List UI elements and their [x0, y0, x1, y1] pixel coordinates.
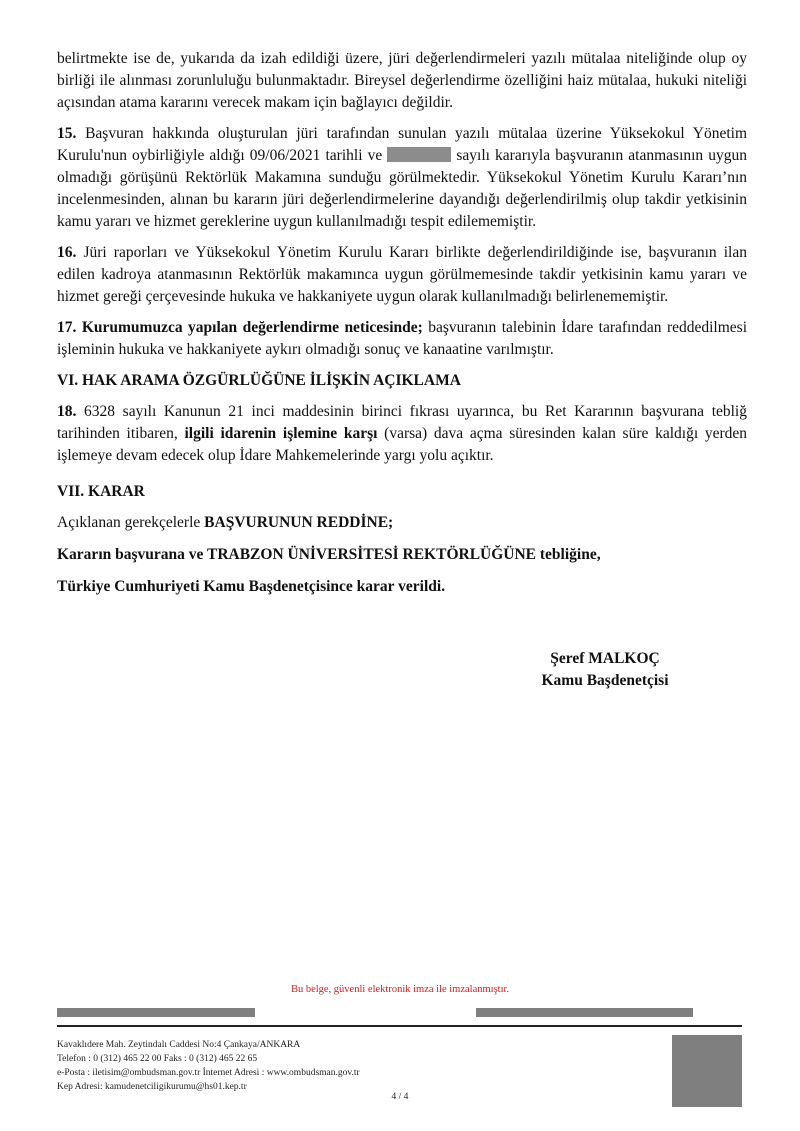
paragraph-17-bold: Kurumumuzca yapılan değerlendirme neticesinde; [81, 319, 423, 336]
document-body [57, 48, 747, 608]
paragraph-15 [57, 123, 747, 233]
decision-section [57, 481, 747, 598]
footer-address: Kavaklıdere Mah. Zeytindalı Caddesi No:4 Çankaya/ANKARA [57, 1040, 301, 1050]
signature-block [470, 648, 740, 692]
paragraph-18-bold: ilgili idarenin işlemine karşı [184, 425, 378, 442]
decision-line-1 [57, 512, 747, 534]
decision-line-1-bold: BAŞVURUNUN REDDİNE; [204, 514, 394, 531]
paragraph-17-number: 17. [57, 319, 77, 336]
redacted-decision-number [387, 147, 451, 162]
paragraph-15-text-after: sayılı kararıyla başvuranın atanmasının uygun olmadığı görüşünü Rektörlük Makamına sunduğu görülmektedir. Yüksekokul Yönetim Kurulu Kararı’nın incelenmesinden, alınan bu kararın jüri değerlendirmelerine dayandığı değerlendirilmiş olup takdir yetkisinin kamu yararı ve hizmet gereklerine uygun kullanılmadığı tespit edilememiştir. [57, 147, 748, 230]
paragraph-16-text: Jüri raporları ve Yüksekokul Yönetim Kurulu Kararı birlikte değerlendirildiğinde ise, başvuranın ilan edilen kadroya atanmasının Rektörlük makamınca uygun görülmemesinde takdir yetkisinin kamu yararı ve hizmet gereği çerçevesinde hukuka ve hakkaniyete uygun olarak kullanılmadığı belirlenememiştir. [57, 244, 747, 305]
paragraph-15-number: 15. [57, 125, 77, 142]
paragraph-15-text-before: Başvuran hakkında oluşturulan jüri tarafından sunulan yazılı mütalaa üzerine Yüksekokul Yönetim Kurulu'nun oybirliğiyle aldığı 09/06/2021 tarihli ve [57, 125, 748, 164]
section-heading-vii: VII. KARAR [57, 483, 145, 500]
footer-phone: Telefon : 0 (312) 465 22 00 Faks : 0 (312) 465 22 65 [57, 1054, 258, 1064]
redaction-bar-left [57, 1008, 255, 1017]
footer-kep: Kep Adresi: kamudenetciligikurumu@hs01.kep.tr [57, 1082, 247, 1092]
paragraph-16 [57, 242, 747, 308]
section-heading-vi: VI. HAK ARAMA ÖZGÜRLÜĞÜNE İLİŞKİN AÇIKLAMA [57, 372, 461, 389]
paragraph-16-number: 16. [57, 244, 77, 261]
paragraph-18-number: 18. [57, 403, 77, 420]
paragraph-17-text: başvuranın talebinin İdare tarafından reddedilmesi işleminin hukuka ve hakkaniyete aykırı olmadığı sonuç ve kanaatine varılmıştır. [57, 319, 748, 358]
e-signature-notice: Bu belge, güvenli elektronik imza ile imzalanmıştır. [290, 984, 510, 995]
footer-email-web: e-Posta : iletisim@ombudsman.gov.tr İnternet Adresi : www.ombudsman.gov.tr [57, 1068, 360, 1078]
decision-line-2: Kararın başvurana ve TRABZON ÜNİVERSİTESİ REKTÖRLÜĞÜNE tebliğine, [57, 546, 601, 563]
redacted-qr-code [672, 1035, 742, 1107]
paragraph-18 [57, 401, 747, 467]
footer-divider [57, 1025, 742, 1027]
paragraph-14-continuation [57, 48, 747, 114]
decision-line-1-plain: Açıklanan gerekçelerle [57, 514, 201, 531]
footer-contact [57, 1038, 657, 1094]
paragraph-17 [57, 317, 747, 361]
signatory-title: Kamu Başdenetçisi [541, 672, 669, 689]
paragraph-18-text-before: 6328 sayılı Kanunun 21 inci maddesinin birinci fıkrası uyarınca, bu Ret Kararının başvurana tebliğ tarihinden itibaren, [57, 403, 747, 442]
paragraph-18-text-after: (varsa) dava açma süresinden kalan süre kaldığı yerden işlemeye devam edecek olup İdare Mahkemelerinde yargı yolu açıktır. [57, 425, 748, 464]
page-number: 4 / 4 [391, 1092, 409, 1102]
paragraph-14-text: belirtmekte ise de, yukarıda da izah edildiği üzere, jüri değerlendirmeleri yazılı mütalaa niteliğinde olup oy birliği ile alınması zorunluluğu bulunmaktadır. Bireysel değerlendirme özelliğini haiz mütalaa, hukuki niteliği açısından atama kararını verecek makam için bağlayıcı değildir. [57, 50, 747, 111]
decision-line-3: Türkiye Cumhuriyeti Kamu Başdenetçisince karar verildi. [57, 578, 446, 595]
signatory-name: Şeref MALKOÇ [550, 650, 660, 667]
redaction-bar-right [476, 1008, 693, 1017]
